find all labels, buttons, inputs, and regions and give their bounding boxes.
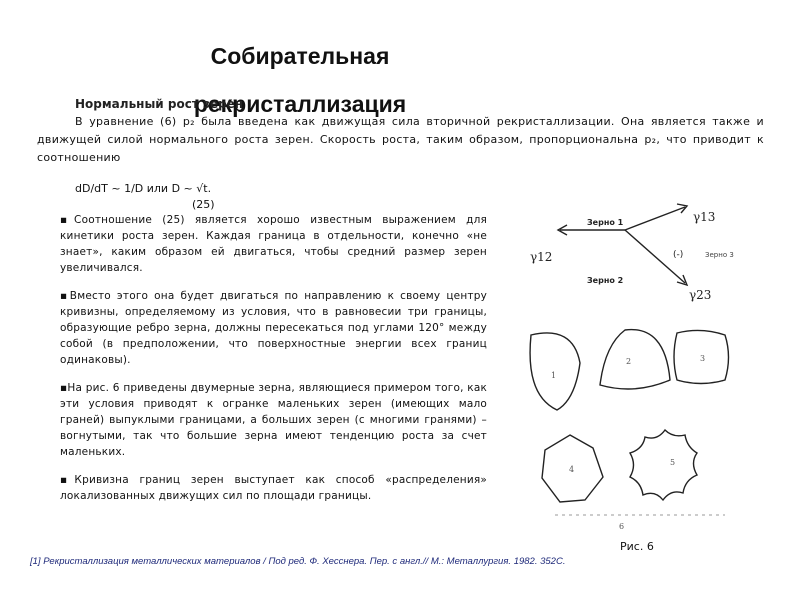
- bullet-item: ▪Вместо этого она будет двигаться по направлению к своему центру кривизны, определяемому из условия, что в равновесии три границы, образующие ребро зерна, должны пересекаться под углами 120° между собой (в предположении, что поверхностные энергии всех границ одинаковы).: [60, 290, 487, 366]
- growth-formula: dD/dT ~ 1/D или D ~ √t.: [75, 182, 212, 195]
- grain-shape-5: [630, 430, 697, 500]
- gamma-13: γ13: [693, 210, 716, 224]
- minus-sign: (-): [673, 250, 684, 260]
- grain-label-6: 6: [619, 522, 625, 531]
- bullet-item: ▪Соотношение (25) является хорошо известным выражением для кинетики роста зерен. Каждая граница в отдельности, конечно «не знает», каким образом ей двигаться, чтобы средний размер зерен увеличивался.: [60, 214, 487, 274]
- bullet-list: [60, 212, 487, 516]
- bullet-item: ▪На рис. 6 приведены двумерные зерна, являющиеся примером того, как эти условия приводят к огранке маленьких зерен (имеющих мало граней) выпуклыми границами, а больших зерен (с многими гранями) – вогнутыми, так что большие зерна имеют тенденцию роста за счет маленьких.: [60, 382, 487, 458]
- footnote-reference: [1] Рекристаллизация металлических материалов / Под ред. Ф. Хесснера. Пер. с англ.// М.: Металлургия. 1982. 352С.: [30, 556, 566, 567]
- triple-junction-diagram: [558, 204, 687, 285]
- title-line-1: Собирательная: [210, 43, 390, 69]
- grain-label-5: 5: [670, 458, 676, 467]
- gamma-23: γ23: [689, 288, 712, 302]
- grain-label-1: 1: [551, 371, 557, 380]
- figure-caption: Рис. 6: [620, 540, 654, 553]
- label-grain-1: Зерно 1: [587, 218, 624, 227]
- label-grain-2: Зерно 2: [587, 276, 624, 285]
- grain-shape-2: [600, 330, 670, 389]
- grain-label-3: 3: [700, 354, 706, 363]
- title-line-2: рекристаллизация: [193, 91, 407, 117]
- boundary-13: [625, 207, 685, 230]
- bullet-item: ▪Кривизна границ зерен выступает как способ «распределения» локализованных движущих сил по площади границы.: [60, 474, 487, 502]
- equation-number: (25): [192, 198, 215, 211]
- gamma-12: γ12: [530, 250, 553, 264]
- label-grain-3: Зерно 3: [705, 251, 734, 259]
- intro-paragraph: В уравнение (6) p₂ была введена как движущая сила вторичной рекристаллизации. Она является также и движущей силой нормального роста зерен. Скорость роста, таким образом, пропорциональна p₂, что приводит к соотношению: [37, 115, 764, 164]
- grain-label-2: 2: [626, 357, 632, 366]
- section-subheading: Нормальный рост зерен: [75, 97, 244, 111]
- grain-label-4: 4: [569, 465, 575, 474]
- grain-figure: [525, 195, 755, 540]
